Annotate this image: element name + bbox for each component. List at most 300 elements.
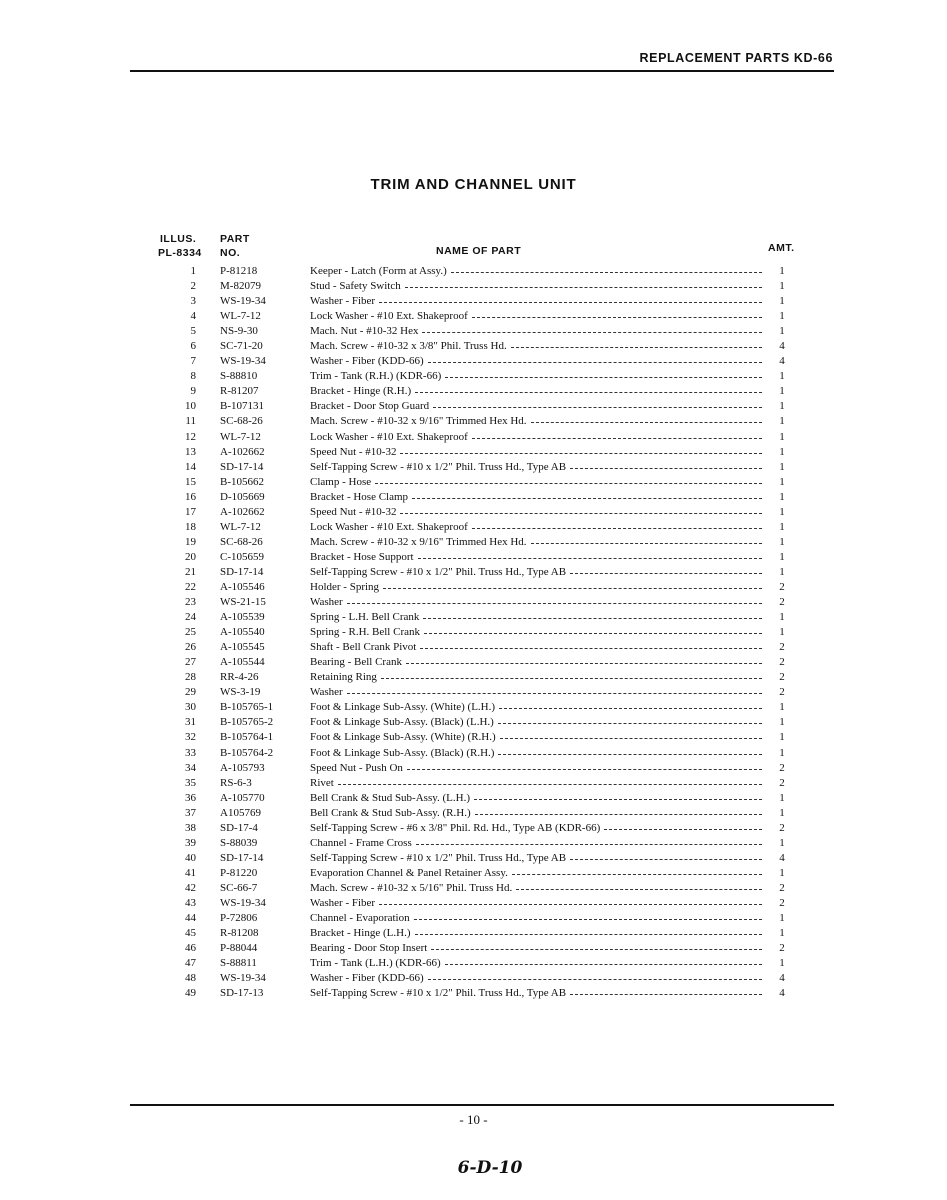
part-number: SD-17-14: [220, 460, 264, 473]
part-number: A-102662: [220, 445, 265, 458]
part-number: S-88811: [220, 957, 257, 970]
illus-number: 46: [185, 942, 196, 955]
part-name: Foot & Linkage Sub-Assy. (Black) (R.H.): [310, 746, 495, 759]
table-row: [0, 505, 947, 520]
amount: 1: [779, 957, 785, 970]
part-name: Trim - Tank (R.H.) (KDR-66): [310, 370, 442, 383]
part-name-cell: [310, 339, 762, 354]
table-row: [0, 821, 947, 836]
table-row: [0, 776, 947, 791]
part-name-cell: [310, 776, 762, 791]
part-number: B-105765-2: [220, 716, 274, 729]
part-name-cell: [310, 896, 762, 911]
dot-leader: [498, 754, 762, 755]
table-row: [0, 806, 947, 821]
part-name-cell: [310, 625, 762, 640]
amount: 1: [779, 400, 785, 413]
dot-leader: [406, 663, 762, 664]
table-row: [0, 911, 947, 926]
part-number: S-88810: [220, 370, 258, 383]
amount: 4: [779, 851, 785, 864]
page-title: TRIM AND CHANNEL UNIT: [370, 176, 577, 193]
illus-number: 30: [185, 701, 196, 714]
part-name-cell: [310, 881, 762, 896]
table-row: [0, 354, 947, 369]
part-name-cell: [310, 851, 762, 866]
part-name: Speed Nut - #10-32: [310, 445, 397, 458]
dot-leader: [416, 844, 762, 845]
dot-leader: [512, 874, 762, 875]
table-row: [0, 761, 947, 776]
table-row: [0, 956, 947, 971]
amount: 2: [779, 656, 785, 669]
amount: 1: [779, 791, 785, 804]
part-name-cell: [310, 294, 762, 309]
part-name: Foot & Linkage Sub-Assy. (White) (R.H.): [310, 731, 496, 744]
part-number: A-105539: [220, 611, 265, 624]
dot-leader: [400, 513, 762, 514]
dot-leader: [428, 979, 762, 980]
amount: 1: [779, 295, 785, 308]
dot-leader: [499, 708, 762, 709]
part-name-cell: [310, 730, 762, 745]
dot-leader: [400, 453, 762, 454]
name-header: NAME OF PART: [436, 245, 522, 257]
illus-number: 35: [185, 776, 196, 789]
dot-leader: [472, 438, 762, 439]
dot-leader: [475, 814, 762, 815]
table-row: [0, 640, 947, 655]
part-number: A105769: [220, 806, 261, 819]
illus-number: 25: [185, 626, 196, 639]
part-number: NS-9-30: [220, 325, 258, 338]
illus-number: 19: [185, 535, 196, 548]
part-name-cell: [310, 911, 762, 926]
part-number: SC-68-26: [220, 415, 263, 428]
part-number: A-105545: [220, 641, 265, 654]
dot-leader: [570, 468, 762, 469]
amount: 2: [779, 942, 785, 955]
part-name: Foot & Linkage Sub-Assy. (White) (L.H.): [310, 701, 496, 714]
amount: 1: [779, 912, 785, 925]
part-name: Spring - R.H. Bell Crank: [310, 626, 420, 639]
dot-leader: [433, 407, 762, 408]
amount: 1: [779, 370, 785, 383]
part-name-cell: [310, 866, 762, 881]
part-name-cell: [310, 791, 762, 806]
part-number: A-105546: [220, 580, 265, 593]
table-row: [0, 580, 947, 595]
illus-number: 41: [185, 866, 196, 879]
part-name: Holder - Spring: [310, 580, 380, 593]
amount: 1: [779, 731, 785, 744]
dot-leader: [474, 799, 762, 800]
amount: 2: [779, 881, 785, 894]
part-name-cell: [310, 746, 762, 761]
table-row: [0, 264, 947, 279]
part-name-cell: [310, 324, 762, 339]
part-name: Bell Crank & Stud Sub-Assy. (L.H.): [310, 791, 471, 804]
part-number: A-105544: [220, 656, 265, 669]
amount: 1: [779, 701, 785, 714]
illus-number: 38: [185, 821, 196, 834]
dot-leader: [379, 302, 762, 303]
amount: 1: [779, 836, 785, 849]
part-name: Lock Washer - #10 Ext. Shakeproof: [310, 430, 468, 443]
amount: 1: [779, 550, 785, 563]
part-name-cell: [310, 520, 762, 535]
table-row: [0, 896, 947, 911]
part-name: Lock Washer - #10 Ext. Shakeproof: [310, 520, 468, 533]
part-name: Washer: [310, 596, 343, 609]
part-name: Mach. Screw - #10-32 x 5/16" Phil. Truss Hd.: [310, 881, 513, 894]
amount: 4: [779, 355, 785, 368]
part-name: Mach. Nut - #10-32 Hex: [310, 325, 419, 338]
part-name: Bell Crank & Stud Sub-Assy. (R.H.): [310, 806, 471, 819]
illus-number: 42: [185, 881, 196, 894]
part-number: WS-19-34: [220, 896, 266, 909]
dot-leader: [405, 287, 762, 288]
part-number: SC-66-7: [220, 881, 258, 894]
dot-leader: [531, 543, 762, 544]
illus-number: 31: [185, 716, 196, 729]
part-name-cell: [310, 640, 762, 655]
table-row: [0, 670, 947, 685]
table-row: [0, 730, 947, 745]
part-number: WS-19-34: [220, 355, 266, 368]
illus-number: 33: [185, 746, 196, 759]
table-row: [0, 369, 947, 384]
part-number: WL-7-12: [220, 430, 261, 443]
part-number: P-81218: [220, 265, 258, 277]
part-number: WS-19-34: [220, 972, 266, 985]
illus-number: 20: [185, 550, 196, 563]
part-name: Mach. Screw - #10-32 x 9/16" Trimmed Hex Hd.: [310, 535, 527, 548]
amt-header: AMT.: [768, 242, 795, 254]
amount: 2: [779, 596, 785, 609]
amount: 4: [779, 340, 785, 353]
part-name: Bracket - Hinge (L.H.): [310, 927, 411, 940]
illus-number: 32: [185, 731, 196, 744]
illus-number: 6: [190, 340, 196, 353]
illus-number: 5: [190, 325, 196, 338]
dot-leader: [415, 392, 762, 393]
dot-leader: [431, 949, 762, 950]
part-name: Washer - Fiber (KDD-66): [310, 355, 424, 368]
part-name: Self-Tapping Screw - #10 x 1/2" Phil. Truss Hd., Type AB: [310, 987, 567, 1000]
table-row: [0, 339, 947, 354]
dot-leader: [516, 889, 762, 890]
illus-number: 23: [185, 596, 196, 609]
illus-number: 3: [190, 295, 196, 308]
part-name: Mach. Screw - #10-32 x 3/8" Phil. Truss Hd.: [310, 340, 507, 353]
part-name-cell: [310, 565, 762, 580]
part-number: R-81208: [220, 927, 259, 940]
part-name: Washer - Fiber: [310, 295, 376, 308]
table-row: [0, 565, 947, 580]
part-name-cell: [310, 279, 762, 294]
table-row: [0, 445, 947, 460]
part-name: Lock Washer - #10 Ext. Shakeproof: [310, 310, 468, 323]
part-name: Rivet: [310, 776, 334, 789]
part-name-cell: [310, 821, 762, 836]
amount: 1: [779, 520, 785, 533]
part-name: Mach. Screw - #10-32 x 9/16" Trimmed Hex Hd.: [310, 415, 527, 428]
amount: 1: [779, 565, 785, 578]
table-row: [0, 926, 947, 941]
amount: 2: [779, 686, 785, 699]
part-name-cell: [310, 445, 762, 460]
part-name: Foot & Linkage Sub-Assy. (Black) (L.H.): [310, 716, 494, 729]
part-name-cell: [310, 264, 762, 279]
part-name-cell: [310, 986, 762, 1001]
part-number: A-105793: [220, 761, 265, 774]
amount: 2: [779, 761, 785, 774]
handwritten-annotation: 6-D-10: [457, 1158, 523, 1178]
illus-number: 29: [185, 686, 196, 699]
part-name-cell: [310, 926, 762, 941]
dot-leader: [422, 332, 762, 333]
dot-leader: [423, 618, 762, 619]
part-name: Spring - L.H. Bell Crank: [310, 611, 420, 624]
dot-leader: [347, 693, 762, 694]
amount: 1: [779, 806, 785, 819]
dot-leader: [445, 377, 762, 378]
amount: 1: [779, 535, 785, 548]
table-row: [0, 625, 947, 640]
illus-header-line2: PL-8334: [158, 247, 202, 259]
part-name: Clamp - Hose: [310, 475, 372, 488]
part-number: SD-17-14: [220, 851, 264, 864]
part-name-cell: [310, 806, 762, 821]
part-name: Washer - Fiber: [310, 896, 376, 909]
part-name-cell: [310, 700, 762, 715]
table-row: [0, 700, 947, 715]
part-name-cell: [310, 956, 762, 971]
dot-leader: [381, 678, 762, 679]
part-name-cell: [310, 941, 762, 956]
illus-number: 12: [185, 430, 196, 443]
dot-leader: [420, 648, 762, 649]
part-name: Washer: [310, 686, 343, 699]
illus-number: 4: [190, 310, 196, 323]
amount: 1: [779, 430, 785, 443]
part-number: P-81220: [220, 866, 258, 879]
part-name-cell: [310, 354, 762, 369]
part-name: Channel - Frame Cross: [310, 836, 412, 849]
part-number: B-105662: [220, 475, 264, 488]
dot-leader: [428, 362, 762, 363]
part-name-cell: [310, 595, 762, 610]
illus-number: 15: [185, 475, 196, 488]
amount: 1: [779, 927, 785, 940]
part-name-cell: [310, 384, 762, 399]
part-number: A-105770: [220, 791, 265, 804]
dot-leader: [375, 483, 762, 484]
table-row: [0, 685, 947, 700]
part-header-line1: PART: [220, 233, 250, 245]
dot-leader: [570, 859, 762, 860]
amount: 1: [779, 475, 785, 488]
table-row: [0, 866, 947, 881]
illus-number: 11: [185, 415, 196, 428]
illus-number: 39: [185, 836, 196, 849]
part-name-cell: [310, 535, 762, 550]
part-number: WS-19-34: [220, 295, 266, 308]
part-name-cell: [310, 761, 762, 776]
table-row: [0, 475, 947, 490]
illus-number: 28: [185, 671, 196, 684]
part-name: Bearing - Door Stop Insert: [310, 942, 428, 955]
table-row: [0, 986, 947, 1001]
part-number: RR-4-26: [220, 671, 259, 684]
part-number: B-107131: [220, 400, 264, 413]
table-row: [0, 384, 947, 399]
part-number: P-88044: [220, 942, 258, 955]
illus-number: 10: [185, 400, 196, 413]
part-name-cell: [310, 610, 762, 625]
illus-number: 34: [185, 761, 196, 774]
amount: 1: [779, 505, 785, 518]
part-number: A-105540: [220, 626, 265, 639]
dot-leader: [531, 422, 762, 423]
part-name: Channel - Evaporation: [310, 912, 410, 925]
part-number: SC-71-20: [220, 340, 263, 353]
dot-leader: [383, 588, 762, 589]
part-name: Washer - Fiber (KDD-66): [310, 972, 424, 985]
part-name: Speed Nut - Push On: [310, 761, 403, 774]
part-name-cell: [310, 309, 762, 324]
part-number: A-102662: [220, 505, 265, 518]
part-name: Retaining Ring: [310, 671, 377, 684]
part-name: Trim - Tank (L.H.) (KDR-66): [310, 957, 441, 970]
part-number: M-82079: [220, 280, 261, 293]
dot-leader: [418, 558, 762, 559]
top-rule: [130, 70, 834, 72]
part-name-cell: [310, 685, 762, 700]
table-row: [0, 535, 947, 550]
illus-number: 26: [185, 641, 196, 654]
part-name: Self-Tapping Screw - #10 x 1/2" Phil. Truss Hd., Type AB: [310, 565, 567, 578]
part-name-cell: [310, 670, 762, 685]
amount: 1: [779, 746, 785, 759]
part-name: Keeper - Latch (Form at Assy.): [310, 265, 447, 277]
table-row: [0, 595, 947, 610]
table-row: [0, 836, 947, 851]
table-row: [0, 971, 947, 986]
part-name-cell: [310, 475, 762, 490]
part-number: SD-17-14: [220, 565, 264, 578]
table-row: [0, 610, 947, 625]
illus-header-line1: ILLUS.: [160, 233, 197, 245]
amount: 1: [779, 866, 785, 879]
table-row: [0, 881, 947, 896]
table-row: [0, 309, 947, 324]
dot-leader: [414, 919, 762, 920]
part-number: R-81207: [220, 385, 259, 398]
table-row: [0, 490, 947, 505]
dot-leader: [415, 934, 763, 935]
illus-number: 22: [185, 580, 196, 593]
part-name-cell: [310, 369, 762, 384]
amount: 1: [779, 385, 785, 398]
part-name-cell: [310, 550, 762, 565]
part-name: Stud - Safety Switch: [310, 280, 401, 293]
part-name-cell: [310, 460, 762, 475]
part-number: D-105669: [220, 490, 265, 503]
table-row: [0, 655, 947, 670]
part-number: S-88039: [220, 836, 258, 849]
part-name-cell: [310, 715, 762, 730]
illus-number: 17: [185, 505, 196, 518]
illus-number: 37: [185, 806, 196, 819]
dot-leader: [472, 528, 762, 529]
table-row: [0, 279, 947, 294]
amount: 1: [779, 611, 785, 624]
dot-leader: [338, 784, 762, 785]
table-row: [0, 851, 947, 866]
amount: 2: [779, 821, 785, 834]
dot-leader: [412, 498, 762, 499]
part-name-cell: [310, 655, 762, 670]
amount: 1: [779, 310, 785, 323]
part-name-cell: [310, 399, 762, 414]
dot-leader: [500, 738, 762, 739]
part-name: Self-Tapping Screw - #6 x 3/8" Phil. Rd. Hd., Type AB (KDR-66): [310, 821, 601, 834]
part-name-cell: [310, 505, 762, 520]
amount: 4: [779, 972, 785, 985]
part-name-cell: [310, 430, 762, 445]
part-name: Speed Nut - #10-32: [310, 505, 397, 518]
amount: 4: [779, 987, 785, 1000]
part-name: Evaporation Channel & Panel Retainer Assy.: [310, 866, 508, 879]
table-row: [0, 550, 947, 565]
table-row: [0, 414, 947, 429]
part-name-cell: [310, 490, 762, 505]
part-number: SC-68-26: [220, 535, 263, 548]
illus-number: 40: [185, 851, 196, 864]
amount: 2: [779, 671, 785, 684]
amount: 1: [779, 445, 785, 458]
part-name: Bracket - Hose Clamp: [310, 490, 409, 503]
part-number: WS-3-19: [220, 686, 261, 699]
illus-number: 36: [185, 791, 196, 804]
part-name-cell: [310, 414, 762, 429]
part-name: Bracket - Hinge (R.H.): [310, 385, 412, 398]
amount: 1: [779, 716, 785, 729]
part-number: SD-17-13: [220, 987, 264, 1000]
amount: 2: [779, 580, 785, 593]
part-name: Shaft - Bell Crank Pivot: [310, 641, 417, 654]
dot-leader: [445, 964, 762, 965]
dot-leader: [570, 994, 762, 995]
illus-number: 9: [190, 385, 196, 398]
page-number: - 10 -: [459, 1112, 488, 1127]
parts-list: [0, 264, 947, 1001]
part-name-cell: [310, 836, 762, 851]
part-name: Bracket - Hose Support: [310, 550, 414, 563]
illus-number: 18: [185, 520, 196, 533]
part-number: SD-17-4: [220, 821, 258, 834]
amount: 2: [779, 641, 785, 654]
table-row: [0, 791, 947, 806]
amount: 2: [779, 776, 785, 789]
table-row: [0, 746, 947, 761]
illus-number: 44: [185, 912, 196, 925]
dot-leader: [347, 603, 762, 604]
amount: 1: [779, 490, 785, 503]
amount: 1: [779, 415, 785, 428]
